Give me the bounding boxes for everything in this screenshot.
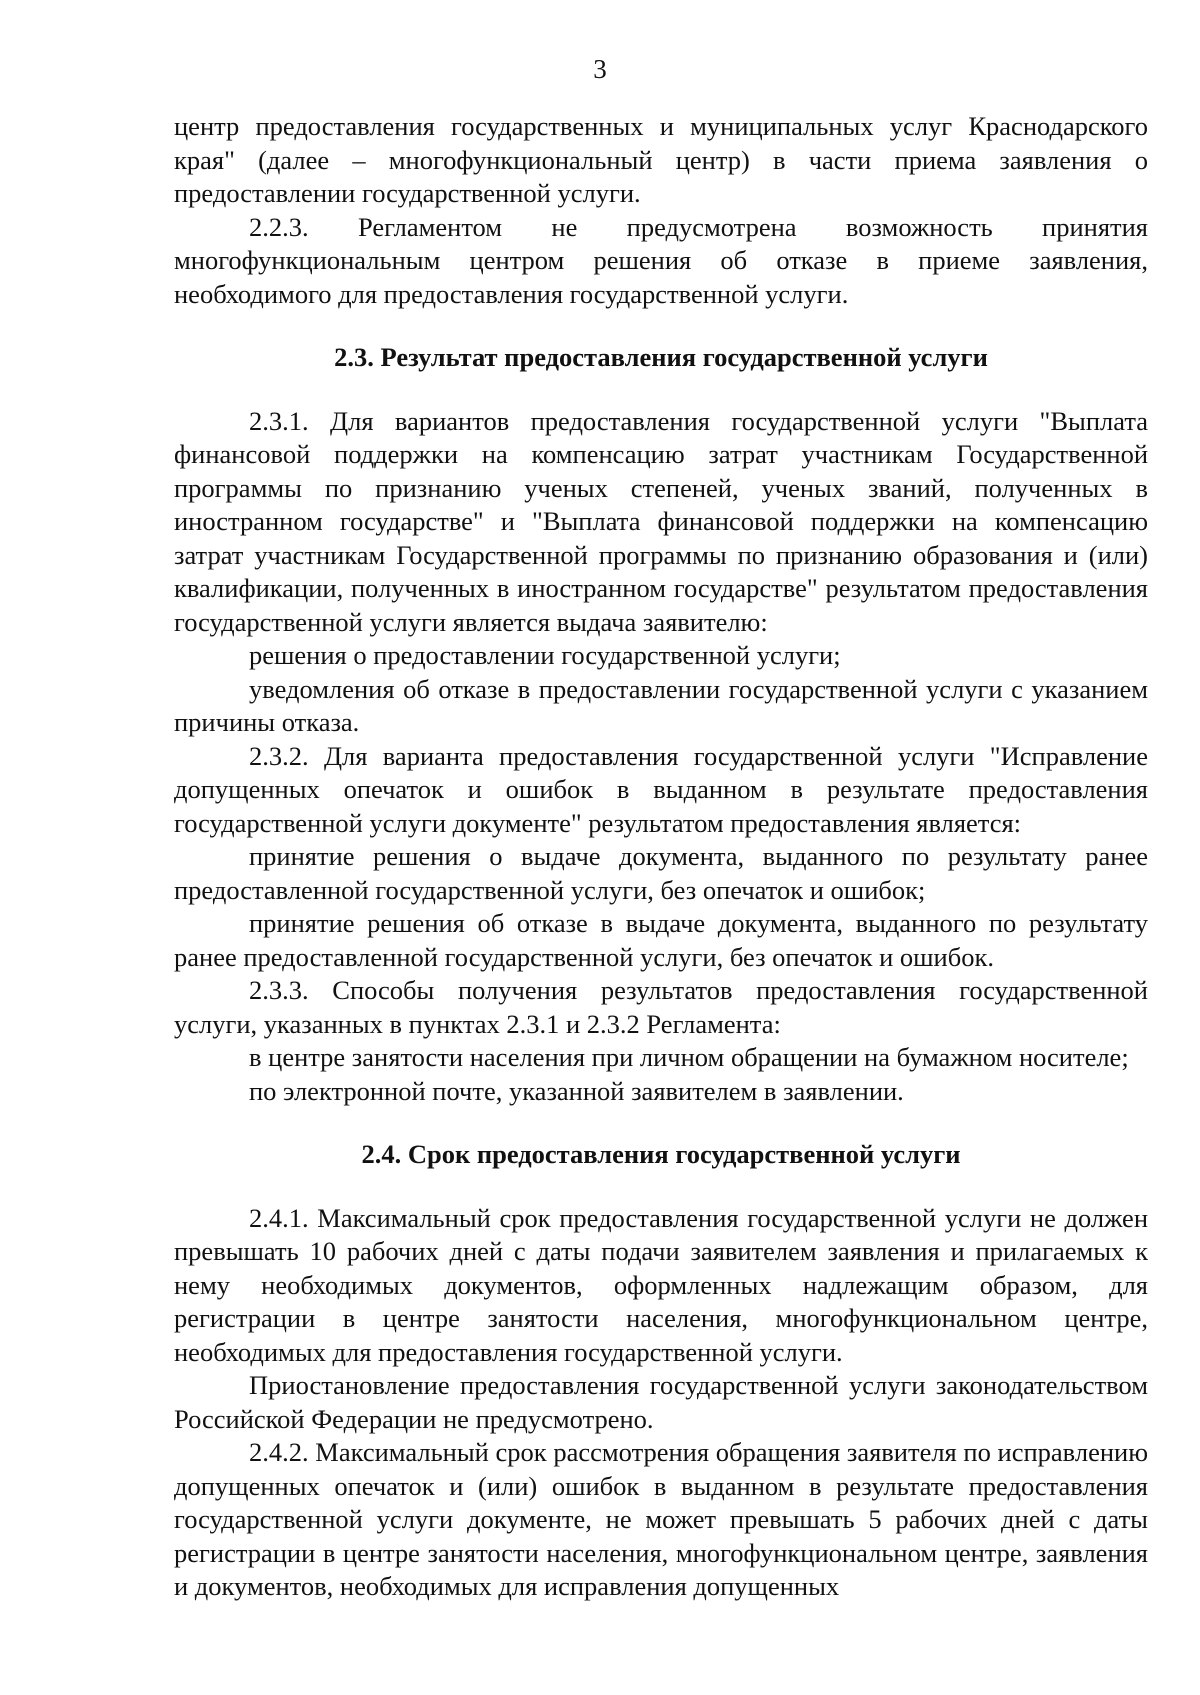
paragraph-2-3-2: 2.3.2. Для варианта предоставления государственной услуги "Исправление допущенных опечаток и ошибок в выданном в результате предоставления государственной услуги документе" результатом предоставления является:: [174, 740, 1148, 838]
paragraph-2-3-3: 2.3.3. Способы получения результатов предоставления государственной услуги, указанных в пунктах 2.3.1 и 2.3.2 Регламента:: [174, 975, 1148, 1039]
paragraph-2-4-1: 2.4.1. Максимальный срок предоставления государственной услуги не должен превышать 10 рабочих дней с даты подачи заявителем заявления и прилагаемых к нему необходимых документов, оформленных надлежащим образом, для регистрации в центре занятости населения, многофункциональном центре, необходимых для предоставления государственной услуги.: [174, 1202, 1148, 1367]
paragraph-2-4-2: 2.4.2. Максимальный срок рассмотрения обращения заявителя по исправлению допущенных опечаток и (или) ошибок в выданном в результате предоставления государственной услуги документе, не может превышать 5 рабочих дней с даты регистрации в центре занятости населения, многофункциональном центре, заявления и документов, необходимых для исправления допущенных: [174, 1437, 1148, 1601]
section-heading-2-3: 2.3. Результат предоставления государственной услуги: [334, 342, 988, 372]
section-heading-2-4: 2.4. Срок предоставления государственной услуги: [361, 1139, 961, 1169]
list-item-email: по электронной почте, указанной заявителем в заявлении.: [249, 1075, 904, 1106]
document-body: [174, 110, 1148, 1604]
page-number: 3: [593, 54, 607, 84]
list-item-in-person: в центре занятости населения при личном обращении на бумажном носителе;: [249, 1042, 1129, 1072]
list-item-decision: решения о предоставлении государственной услуги;: [249, 640, 841, 670]
paragraph-suspension: Приостановление предоставления государственной услуги законодательством Российской Федерации не предусмотрено.: [174, 1370, 1148, 1434]
paragraph-2-2-3: 2.2.3. Регламентом не предусмотрена возможность принятия многофункциональным центром решения об отказе в приеме заявления, необходимого для предоставления государственной услуги.: [174, 211, 1148, 309]
list-item-refusal-notice: уведомления об отказе в предоставлении государственной услуги с указанием причины отказа.: [174, 673, 1148, 737]
paragraph-continuation: центр предоставления государственных и муниципальных услуг Краснодарского края" (далее – многофункциональный центр) в части приема заявления о предоставлении государственной услуги.: [174, 111, 1148, 208]
paragraph-2-3-1: 2.3.1. Для вариантов предоставления государственной услуги "Выплата финансовой поддержки на компенсацию затрат участникам Государственной программы по признанию ученых степеней, ученых званий, полученных в иностранном государстве" и "Выплата финансовой поддержки на компенсацию затрат участникам Государственной программы по признанию образования и (или) квалификации, полученных в иностранном государстве" результатом предоставления государственной услуги является выдача заявителю:: [174, 405, 1148, 637]
list-item-issue-decision: принятие решения о выдаче документа, выданного по результату ранее предоставленной государственной услуги, без опечаток и ошибок;: [174, 841, 1148, 905]
list-item-refusal-decision: принятие решения об отказе в выдаче документа, выданного по результату ранее предоставленной государственной услуги, без опечаток и ошибок.: [174, 908, 1148, 972]
